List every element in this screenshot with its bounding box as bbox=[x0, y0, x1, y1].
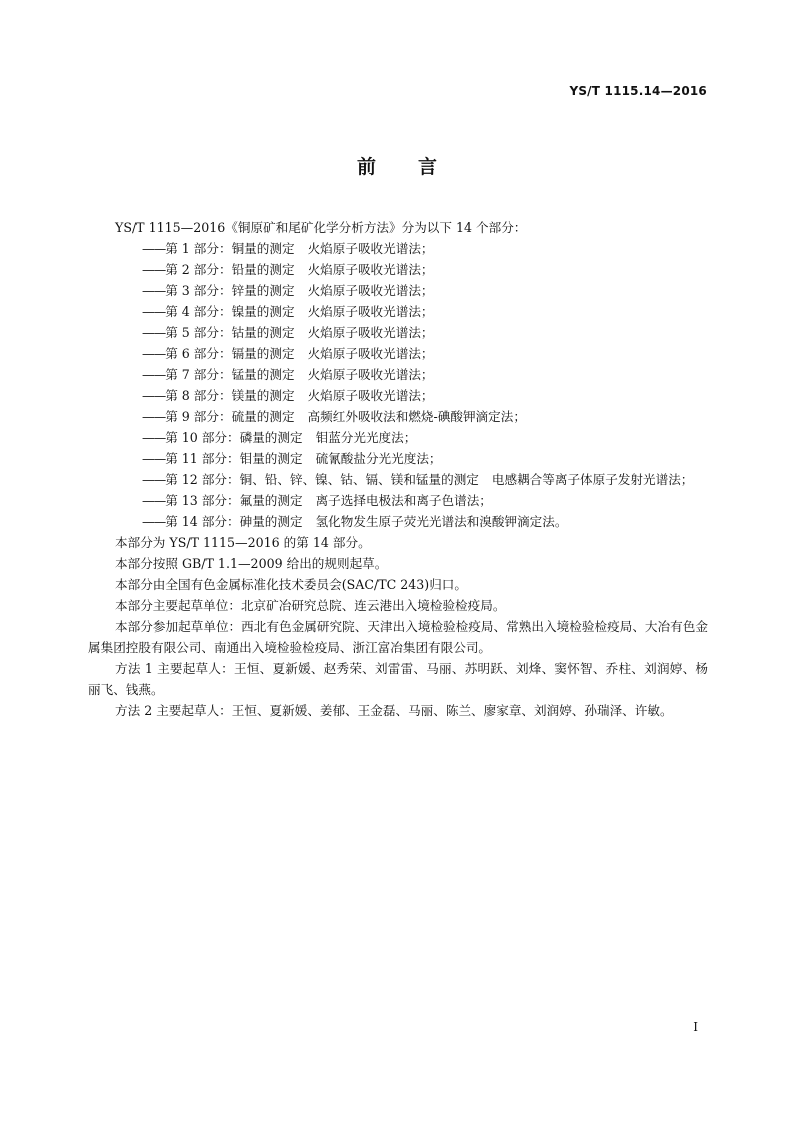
list-item bbox=[88, 469, 708, 490]
part-label: 第 10 部分：磷量的测定 bbox=[165, 430, 303, 445]
part-label: 第 13 部分：氟量的测定 bbox=[165, 493, 303, 508]
part-label: 第 9 部分：硫量的测定 bbox=[165, 409, 295, 424]
em-dash: —— bbox=[142, 325, 166, 340]
list-item bbox=[88, 448, 708, 469]
list-item bbox=[88, 406, 708, 427]
part-method: 氢化物发生原子荧光光谱法和溴酸钾滴定法。 bbox=[315, 514, 568, 529]
part-method: 电感耦合等离子体原子发射光谱法； bbox=[491, 472, 694, 487]
document-code: YS/T 1115.14—2016 bbox=[569, 84, 707, 98]
part-label: 第 5 部分：钴量的测定 bbox=[165, 325, 295, 340]
part-label: 第 3 部分：锌量的测定 bbox=[165, 283, 295, 298]
part-method: 火焰原子吸收光谱法； bbox=[307, 388, 434, 403]
list-item bbox=[88, 427, 708, 448]
page-number: I bbox=[693, 1020, 698, 1034]
em-dash: —— bbox=[142, 283, 166, 298]
method-2-drafters: 方法 2 主要起草人：王恒、夏新媛、姜郁、王金磊、马丽、陈兰、廖家章、刘润婷、孙瑞泽、许敏。 bbox=[115, 703, 673, 718]
part-of-statement: 本部分为 YS/T 1115—2016 的第 14 部分。 bbox=[115, 535, 371, 550]
em-dash: —— bbox=[142, 493, 166, 508]
em-dash: —— bbox=[142, 472, 166, 487]
drafting-rules-statement: 本部分按照 GB/T 1.1—2009 给出的规则起草。 bbox=[115, 556, 388, 571]
list-item bbox=[88, 238, 708, 259]
list-item bbox=[88, 322, 708, 343]
list-item bbox=[88, 280, 708, 301]
em-dash: —— bbox=[142, 430, 166, 445]
method-1-drafters: 方法 1 主要起草人：王恒、夏新媛、赵秀荣、刘雷雷、马丽、苏明跃、刘烽、窦怀智、乔柱、刘润婷、杨丽飞、钱燕。 bbox=[88, 661, 708, 697]
part-label: 第 14 部分：砷量的测定 bbox=[165, 514, 303, 529]
main-drafting-units: 本部分主要起草单位：北京矿冶研究总院、连云港出入境检验检疫局。 bbox=[115, 598, 506, 613]
part-method: 硫氰酸盐分光光度法； bbox=[315, 451, 442, 466]
part-label: 第 8 部分：镁量的测定 bbox=[165, 388, 295, 403]
part-method: 火焰原子吸收光谱法； bbox=[307, 367, 434, 382]
part-method: 钼蓝分光光度法； bbox=[315, 430, 417, 445]
list-item bbox=[88, 259, 708, 280]
page-title: 前言 bbox=[356, 156, 479, 178]
participating-units: 本部分参加起草单位：西北有色金属研究院、天津出入境检验检疫局、常熟出入境检验检疫局、大冶有色金属集团控股有限公司、南通出入境检验检疫局、浙江富冶集团有限公司。 bbox=[88, 619, 708, 655]
part-label: 第 11 部分：钼量的测定 bbox=[165, 451, 303, 466]
part-method: 火焰原子吸收光谱法； bbox=[307, 283, 434, 298]
centralized-by-statement: 本部分由全国有色金属标准化技术委员会(SAC/TC 243)归口。 bbox=[115, 577, 467, 592]
part-method: 离子选择电极法和离子色谱法； bbox=[315, 493, 492, 508]
list-item bbox=[88, 301, 708, 322]
em-dash: —— bbox=[142, 367, 166, 382]
part-label: 第 7 部分：锰量的测定 bbox=[165, 367, 295, 382]
list-item bbox=[88, 385, 708, 406]
part-method: 火焰原子吸收光谱法； bbox=[307, 262, 434, 277]
em-dash: —— bbox=[142, 346, 166, 361]
part-method: 火焰原子吸收光谱法； bbox=[307, 346, 434, 361]
parts-list bbox=[88, 238, 708, 532]
list-item bbox=[88, 343, 708, 364]
em-dash: —— bbox=[142, 388, 166, 403]
part-method: 火焰原子吸收光谱法； bbox=[307, 241, 434, 256]
part-label: 第 12 部分：铜、铅、锌、镍、钴、镉、镁和锰量的测定 bbox=[165, 472, 479, 487]
intro-paragraph: YS/T 1115—2016《铜原矿和尾矿化学分析方法》分为以下 14 个部分： bbox=[115, 220, 527, 235]
em-dash: —— bbox=[142, 409, 166, 424]
em-dash: —— bbox=[142, 262, 166, 277]
foreword-body bbox=[88, 217, 708, 721]
part-method: 火焰原子吸收光谱法； bbox=[307, 325, 434, 340]
em-dash: —— bbox=[142, 304, 166, 319]
em-dash: —— bbox=[142, 514, 166, 529]
part-method: 火焰原子吸收光谱法； bbox=[307, 304, 434, 319]
list-item bbox=[88, 490, 708, 511]
em-dash: —— bbox=[142, 241, 166, 256]
part-label: 第 6 部分：镉量的测定 bbox=[165, 346, 295, 361]
list-item bbox=[88, 364, 708, 385]
part-label: 第 4 部分：镍量的测定 bbox=[165, 304, 295, 319]
part-label: 第 1 部分：铜量的测定 bbox=[165, 241, 295, 256]
part-method: 高频红外吸收法和燃烧-碘酸钾滴定法； bbox=[307, 409, 526, 424]
em-dash: —— bbox=[142, 451, 166, 466]
part-label: 第 2 部分：铅量的测定 bbox=[165, 262, 295, 277]
list-item bbox=[88, 511, 708, 532]
